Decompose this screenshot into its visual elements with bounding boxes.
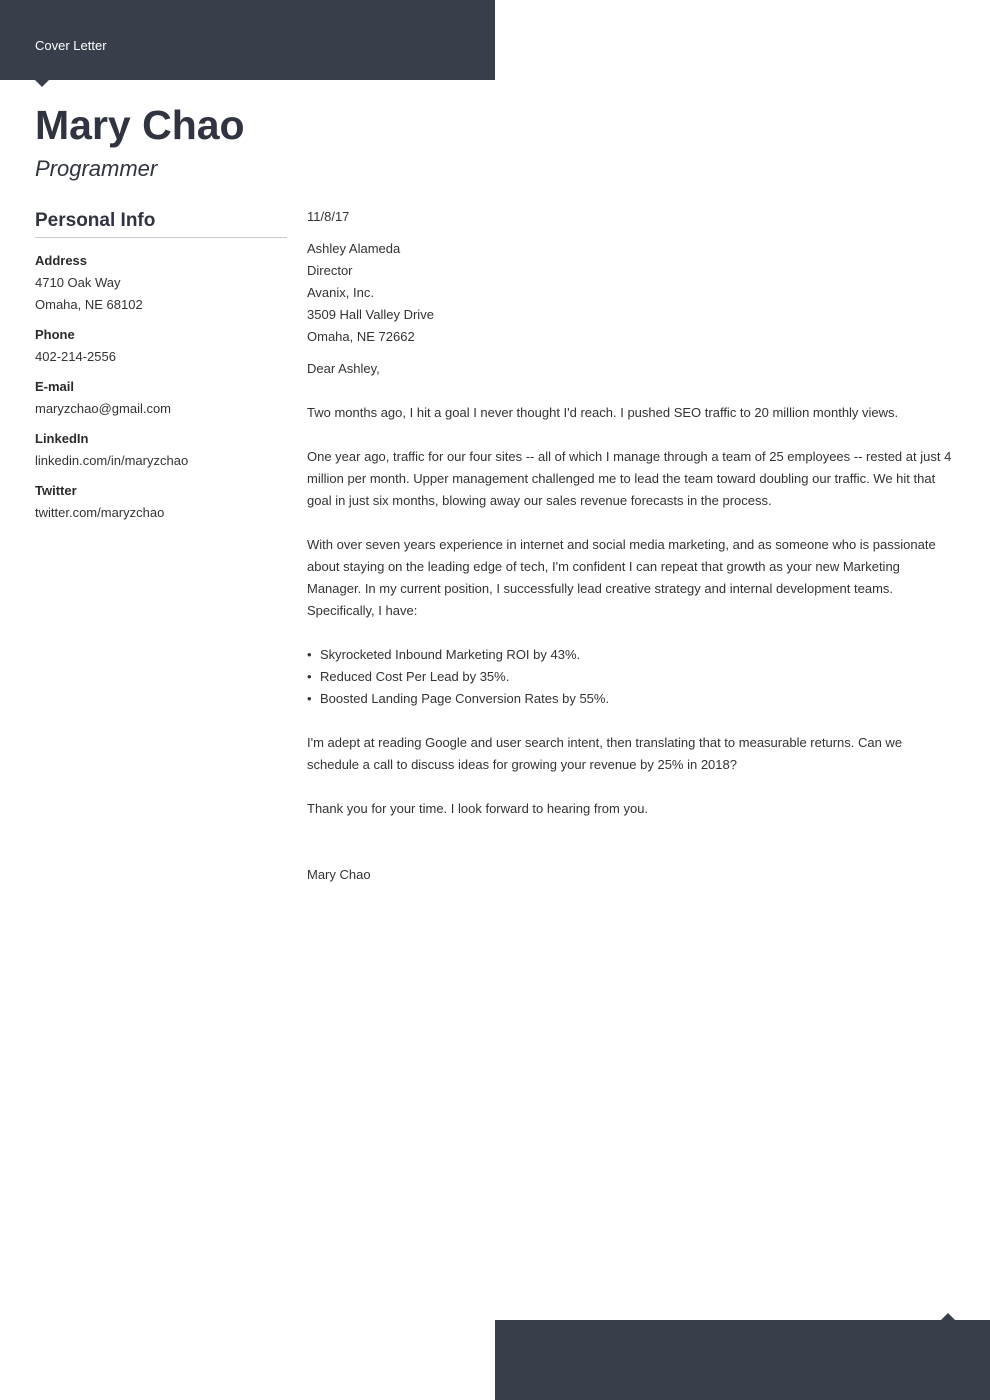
applicant-title: Programmer — [35, 156, 158, 181]
achievement-item — [307, 666, 957, 688]
bullet-icon: • — [307, 691, 312, 706]
letter-greeting: Dear Ashley, — [307, 361, 380, 376]
bottom-banner-notch — [941, 1313, 955, 1320]
linkedin-block — [35, 428, 287, 472]
letter-closing-paragraph: I'm adept at reading Google and user search intent, then translating that to measurable returns. Can we schedule a call to discuss ideas for growing your revenue by 25% in 2018? — [307, 735, 903, 772]
recipient-street: 3509 Hall Valley Drive — [307, 307, 434, 322]
letter-paragraph: One year ago, traffic for our four sites -- all of which I manage through a team of 25 employees -- rested at just 4 million per month. Upper management challenged me to lead the team toward doubling our traffic. We hit that goal in just six months, blowing away our sales revenue forecasts in the process. — [307, 449, 952, 508]
email-value: maryzchao@gmail.com — [35, 401, 172, 416]
linkedin-value: linkedin.com/in/maryzchao — [35, 453, 189, 468]
email-block — [35, 376, 287, 420]
phone-block — [35, 324, 287, 368]
phone-value: 402-214-2556 — [35, 349, 116, 364]
recipient-role: Director — [307, 263, 353, 278]
letter-body — [307, 206, 957, 886]
personal-info-sidebar — [35, 208, 287, 532]
recipient-name: Ashley Alameda — [307, 241, 401, 256]
letter-date: 11/8/17 — [307, 209, 350, 224]
bullet-icon: • — [307, 669, 312, 684]
letter-paragraph: With over seven years experience in internet and social media marketing, and as someone who is passionate about staying on the leading edge of tech, I'm confident I can repeat that growth as your new Marketing Manager. In my current position, I successfully lead creative strategy and internal development teams. Specifically, I have: — [307, 537, 936, 618]
twitter-block — [35, 480, 287, 524]
phone-label: Phone — [35, 327, 75, 342]
address-label: Address — [35, 253, 88, 268]
achievements-list — [307, 644, 957, 710]
bottom-banner — [495, 1320, 990, 1400]
top-banner — [0, 0, 495, 80]
recipient-company: Avanix, Inc. — [307, 285, 374, 300]
achievement-text: Skyrocketed Inbound Marketing ROI by 43%. — [320, 647, 581, 662]
achievement-text: Reduced Cost Per Lead by 35%. — [320, 669, 510, 684]
bullet-icon: • — [307, 647, 312, 662]
address-block — [35, 250, 287, 316]
top-banner-notch — [35, 80, 49, 87]
achievement-item — [307, 644, 957, 666]
letter-closing-paragraph: Thank you for your time. I look forward to hearing from you. — [307, 801, 649, 816]
achievement-text: Boosted Landing Page Conversion Rates by 55%. — [320, 691, 610, 706]
applicant-name: Mary Chao — [35, 102, 245, 148]
twitter-value: twitter.com/maryzchao — [35, 505, 165, 520]
address-line-1: 4710 Oak Way — [35, 275, 121, 290]
letter-paragraph: Two months ago, I hit a goal I never thought I'd reach. I pushed SEO traffic to 20 million monthly views. — [307, 405, 899, 420]
letter-signature: Mary Chao — [307, 867, 371, 882]
address-line-2: Omaha, NE 68102 — [35, 297, 143, 312]
personal-info-heading: Personal Info — [35, 208, 287, 238]
email-label: E-mail — [35, 379, 75, 394]
recipient-block — [307, 238, 957, 348]
linkedin-label: LinkedIn — [35, 431, 89, 446]
recipient-city: Omaha, NE 72662 — [307, 329, 415, 344]
achievement-item — [307, 688, 957, 710]
twitter-label: Twitter — [35, 483, 77, 498]
document-type-label: Cover Letter — [35, 38, 107, 53]
